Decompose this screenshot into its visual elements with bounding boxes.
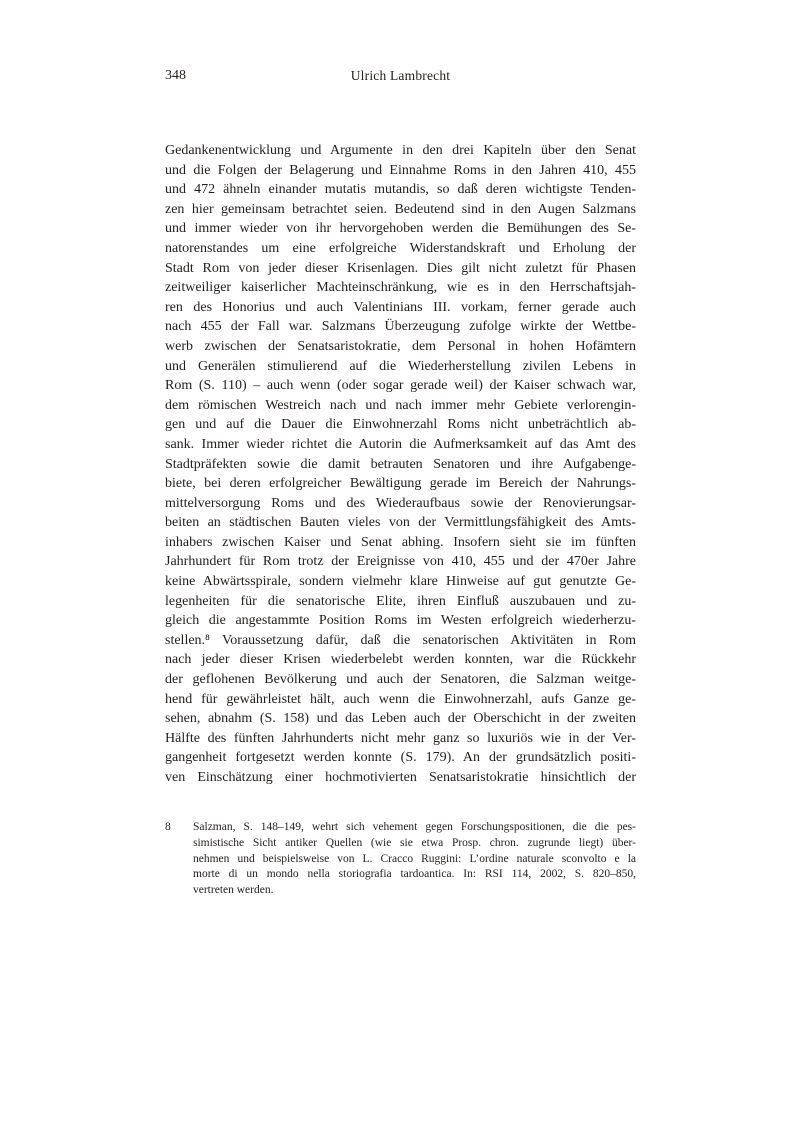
text-line: Jahrhundert für Rom trotz der Ereignisse von 410, 455 und der 470er Jahre [165, 554, 636, 570]
text-line: der geflohenen Bevölkerung und auch der Senatoren, die Salzman weitge- [165, 672, 636, 688]
text-line: gen und auf die Dauer die Einwohnerzahl Roms nicht unbeträchtlich ab- [165, 417, 636, 433]
text-line: zeitweiliger kaiserlicher Machteinschränkung, wie es in den Herrschaftsjah- [165, 280, 636, 296]
text-line: Gedankenentwicklung und Argumente in den drei Kapiteln über den Senat [165, 143, 636, 158]
footnote-number: 8 [165, 821, 171, 833]
text-line: nach jeder dieser Krisen wiederbelebt werden konnten, war die Rückkehr [165, 652, 636, 668]
text-line: nehmen und beispielsweise von L. Cracco Ruggini: L’ordine naturale sconvolto e la [193, 852, 636, 865]
text-line: Stadt Rom von jeder dieser Krisenlagen. Dies gilt nicht zuletzt für Phasen [165, 260, 636, 276]
page-header [165, 68, 636, 86]
footnote [165, 820, 636, 899]
text-line: dem römischen Westreich nach und nach immer mehr Gebiete verlorengin- [165, 397, 636, 413]
text-line: morte di un mondo nella storiografia tardoantica. In: RSI 114, 2002, S. 820–850, [193, 868, 636, 881]
text-line: und immer wieder von ihr hervorgehoben werden die Bemühungen des Se- [165, 221, 636, 237]
text-line: keine Abwärtsspirale, sondern vielmehr klare Hinweise auf gut genutzte Ge- [165, 574, 636, 590]
footnote-text [193, 820, 636, 899]
text-line: beiten an städtischen Bauten vieles von der Vermittlungsfähigkeit des Amts- [165, 515, 636, 531]
text-line: Salzman, S. 148–149, wehrt sich vehement gegen Forschungspositionen, die die pes- [193, 821, 636, 833]
text-line: mittelversorgung Roms und des Wiederaufbaus sowie der Renovierungsar- [165, 495, 636, 511]
text-line: stellen.⁸ Voraussetzung dafür, daß die senatorischen Aktivitäten in Rom [165, 632, 636, 648]
text-line: hend für gewährleistet hält, auch wenn die Einwohnerzahl, aufs Ganze ge- [165, 691, 636, 707]
text-line: gangenheit fortgesetzt werden konnte (S. 179). An der grundsätzlich positi- [165, 750, 636, 766]
text-line: Rom (S. 110) – auch wenn (oder sogar gerade weil) der Kaiser schwach war, [165, 378, 636, 394]
text-line: inhabers zwischen Kaiser und Senat abhing. Insofern sieht sie im fünften [165, 534, 636, 550]
text-line: Stadtpräfekten sowie die damit betrauten Senatoren und ihre Aufgabenge- [165, 456, 636, 472]
text-line: und 472 ähneln einander mutatis mutandis, so daß deren wichtigste Tenden- [165, 182, 636, 198]
text-line: ven Einschätzung einer hochmotivierten Senatsaristokratie hinsichtlich der [165, 770, 636, 785]
text-line: und Generälen stimulierend auf die Wiederherstellung zivilen Lebens in [165, 358, 636, 374]
text-line: biete, bei deren erfolgreicher Bewältigung gerade im Bereich der Nahrungs- [165, 476, 636, 492]
page-number: 348 [165, 68, 186, 83]
footnote-section [165, 820, 636, 899]
body-text [165, 141, 636, 788]
text-line: ren des Honorius und auch Valentinians III. vorkam, ferner gerade auch [165, 299, 636, 315]
running-head-title: Ulrich Lambrecht [350, 68, 451, 83]
text-line: und die Folgen der Belagerung und Einnahme Roms in den Jahren 410, 455 [165, 162, 636, 178]
text-line: gleich die angestammte Position Roms im Westen erfolgreich wiederherzu- [165, 613, 636, 629]
text-line: Hälfte des fünften Jahrhunderts nicht mehr ganz so luxuriös wie in der Ver- [165, 730, 636, 746]
text-line: sehen, abnahm (S. 158) und das Leben auch der Oberschicht in der zweiten [165, 711, 636, 727]
text-line: natorenstandes um eine erfolgreiche Widerstandskraft und Erholung der [165, 240, 636, 256]
text-line: nach 455 der Fall war. Salzmans Überzeugung zufolge wirkte der Wettbe- [165, 319, 636, 335]
text-line: werb zwischen der Senatsaristokratie, dem Personal in hohen Hofämtern [165, 338, 636, 354]
text-line: legenheiten für die senatorische Elite, ihren Einfluß auszubauen und zu- [165, 593, 636, 609]
text-line: simistische Sicht antiker Quellen (wie sie etwa Prosp. chron. zugrunde liegt) über- [193, 836, 636, 849]
text-line: zen hier gemeinsam betrachtet seien. Bedeutend sind in den Augen Salzmans [165, 201, 636, 217]
text-line: sank. Immer wieder richtet die Autorin die Aufmerksamkeit auf das Amt des [165, 436, 636, 452]
text-line: vertreten werden. [193, 884, 274, 897]
